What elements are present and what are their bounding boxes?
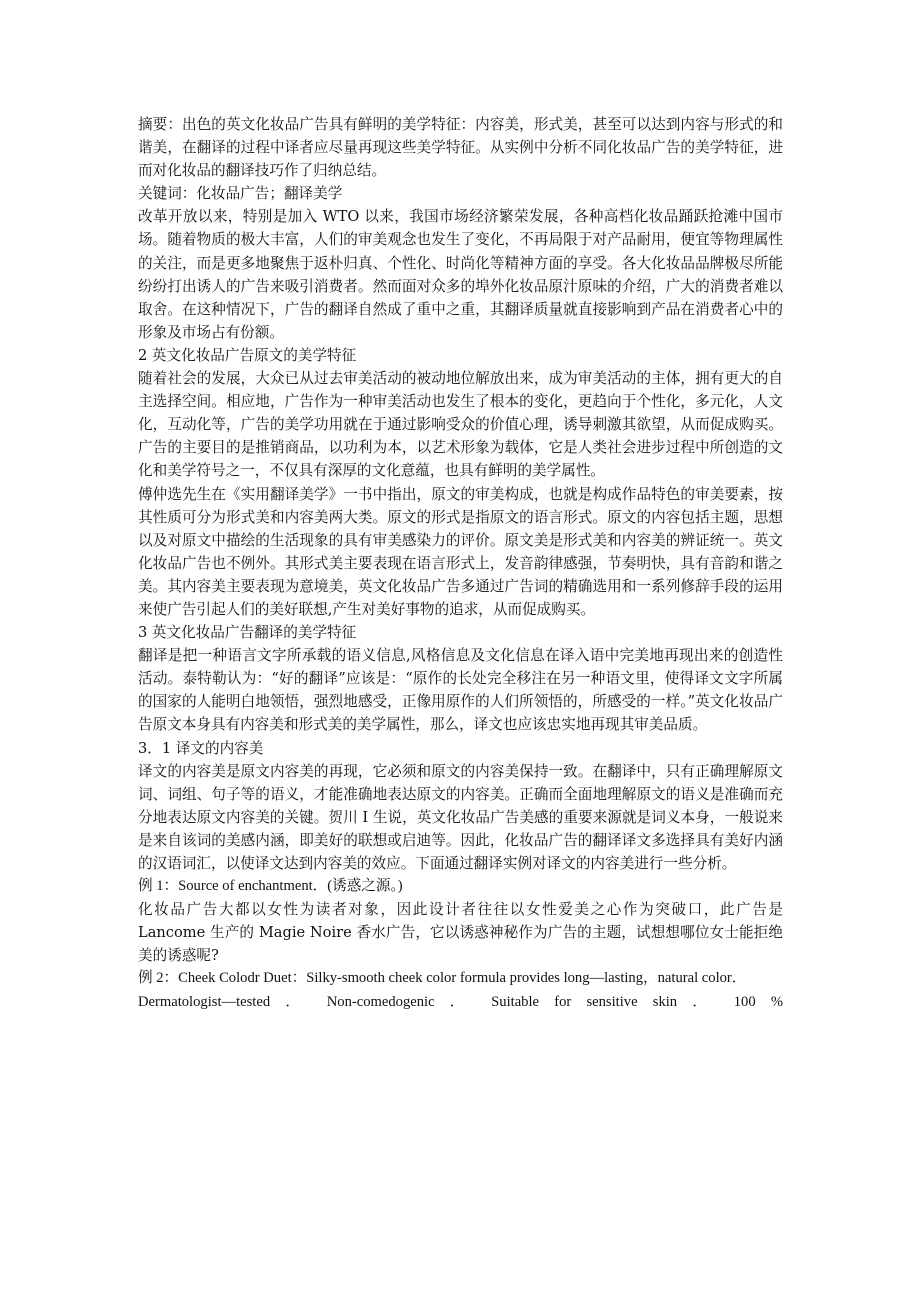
keywords-line: 关键词：化妆品广告；翻译美学 [138,185,343,203]
intro-paragraph: 改革开放以来，特别是加入 WTO 以来，我国市场经济繁荣发展，各种高档化妆品踊跃抢滩中国市场。随着物质的极大丰富，人们的审美观念也发生了变化，不再局限于对产品耐用，便宜等物理属性的关注，而是更多地聚焦于返朴归真、个性化、时尚化等精神方面的享受。各大化妆品品牌极尽所能纷纷打出诱人的广告来吸引消费者。然而面对众多的埠外化妆品原汁原味的介绍，广大的消费者难以取舍。在这种情况下，广告的翻译自然成了重中之重，其翻译质量就直接影响到产品在消费者心中的形象及市场占有份额。 [138,208,783,341]
example-1-explanation: 化妆品广告大都以女性为读者对象，因此设计者往往以女性爱美之心作为突破口，此广告是 Lancome 生产的 Magie Noire 香水广告，它以诱惑神秘作为广告的主题，试想想哪位女士能拒绝美的诱惑呢? [138,901,783,965]
section-3-1-heading: 3．1 译文的内容美 [138,739,264,757]
section-2-heading: 2 英文化妆品广告原文的美学特征 [138,346,357,364]
section-3-paragraph-1: 翻译是把一种语言文字所承载的语义信息,风格信息及文化信息在译入语中完美地再现出来的创造性活动。泰特勒认为：“好的翻译”应该是：“原作的长处完全移注在另一种语文里，使得译文文字所属的国家的人能明白地领悟，强烈地感受，正像用原作的人们所领悟的，所感受的一样。”英文化妆品广告原文本身具有内容美和形式美的美学属性，那么，译文也应该忠实地再现其审美品质。 [138,647,783,734]
example-2: 例 2：Cheek Colodr Duet：Silky-smooth cheek color formula provides long—lasting，natural color． [138,970,747,987]
section-3-heading: 3 英文化妆品广告翻译的美学特征 [138,624,357,642]
abstract-paragraph: 摘要：出色的英文化妆品广告具有鲜明的美学特征：内容美，形式美，甚至可以达到内容与形式的和谐美，在翻译的过程中译者应尽量再现这些美学特征。从实例中分析不同化妆品广告的美学特征，进而对化妆品的翻译技巧作了归纳总结。 [138,116,783,180]
section-2-paragraph-1: 随着社会的发展，大众已从过去审美活动的被动地位解放出来，成为审美活动的主体，拥有更大的自主选择空间。相应地，广告作为一种审美活动也发生了根本的变化，更趋向于个性化，多元化，人文化，互动化等，广告的美学功用就在于通过影响受众的价值心理，诱导刺激其欲望，从而促成购买。广告的主要目的是推销商品，以功利为本，以艺术形象为载体，它是人类社会进步过程中所创造的文化和美学符号之一，不仅具有深厚的文化意蕴，也具有鲜明的美学属性。 [138,370,783,480]
document-body [138,113,783,1014]
example-1: 例 1：Source of enchantment．(诱惑之源。) [138,878,403,895]
section-2-paragraph-2: 傅仲选先生在《实用翻译美学》一书中指出，原文的审美构成，也就是构成作品特色的审美要素，按其性质可分为形式美和内容美两大类。原文的形式是指原文的语言形式。原文的内容包括主题，思想以及对原文中描绘的生活现象的具有审美感染力的评价。原文美是形式美和内容美的辨证统一。英文化妆品广告也不例外。其形式美主要表现在语言形式上，发音韵律感强，节奏明快，具有音韵和谐之美。其内容美主要表现为意境美，英文化妆品广告多通过广告词的精确选用和一系列修辞手段的运用来使广告引起人们的美好联想,产生对美好事物的追求，从而促成购买。 [138,485,783,618]
section-3-1-paragraph-1: 译文的内容美是原文内容美的再现，它必须和原文的内容美保持一致。在翻译中，只有正确理解原文词、词组、句子等的语义，才能准确地表达原文的内容美。正确而全面地理解原文的语义是准确而充分地表达原文内容美的关键。贺川 I 生说，英文化妆品广告美感的重要来源就是词义本身，一般说来是来自该词的美感内涵，即美好的联想或启迪等。因此，化妆品广告的翻译译文多选择具有美好内涵的汉语词汇，以使译文达到内容美的效应。下面通过翻译实例对译文的内容美进行一些分析。 [138,762,783,872]
example-2-continuation: Dermatologist—tested ． Non-comedogenic ． Suitable for sensitive skin ． 100 % [138,993,783,1010]
